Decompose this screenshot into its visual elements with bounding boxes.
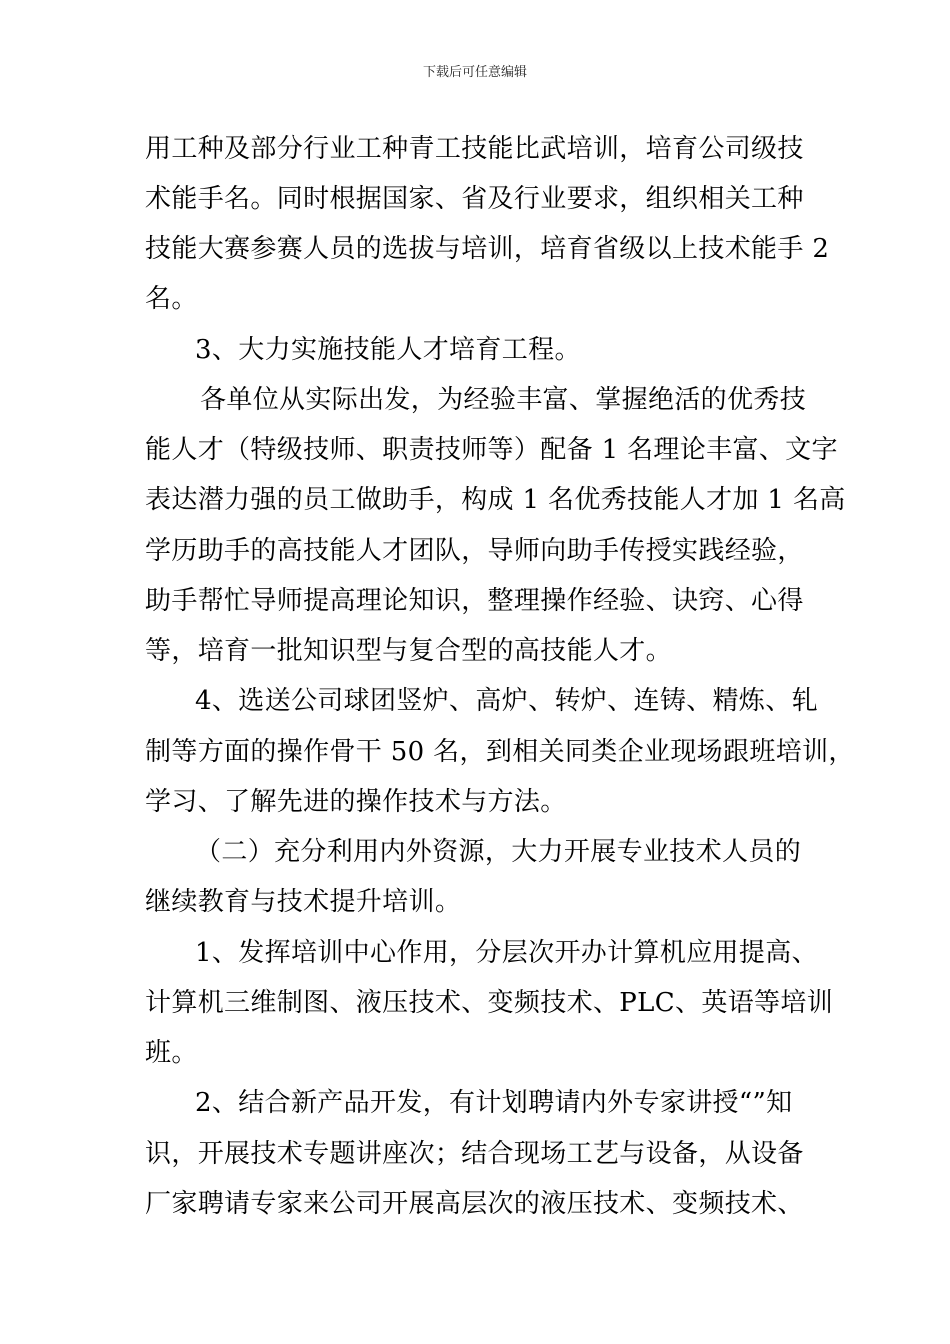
text-line: 各单位从实际出发，为经验丰富、掌握绝活的优秀技 xyxy=(200,385,807,415)
text-line: 表达潜力强的员工做助手，构成 1 名优秀技能人才加 1 名高 xyxy=(145,485,846,515)
text-line: 识，开展技术专题讲座次；结合现场工艺与设备，从设备 xyxy=(145,1139,804,1169)
text-line: 2、结合新产品开发，有计划聘请内外专家讲授“”知 xyxy=(195,1088,793,1118)
text-line: 等，培育一批知识型与复合型的高技能人才。 xyxy=(145,636,673,666)
text-line: 学习、了解先进的操作技术与方法。 xyxy=(145,787,567,817)
text-line: 术能手名。同时根据国家、省及行业要求，组织相关工种 xyxy=(145,184,804,214)
text-line: 3、大力实施技能人才培育工程。 xyxy=(195,335,581,365)
text-line: 助手帮忙导师提高理论知识，整理操作经验、诀窍、心得 xyxy=(145,586,804,616)
text-line: 厂家聘请专家来公司开展高层次的液压技术、变频技术、 xyxy=(145,1189,804,1219)
text-line: 1、发挥培训中心作用，分层次开办计算机应用提高、 xyxy=(195,938,818,968)
text-line: 继续教育与技术提升培训。 xyxy=(145,887,462,917)
text-line: 制等方面的操作骨干 50 名，到相关同类企业现场跟班培训， xyxy=(145,737,855,767)
page-header: 下载后可任意编辑 xyxy=(422,65,527,80)
text-line: 能人才（特级技师、职责技师等）配备 1 名理论丰富、文字 xyxy=(145,435,838,465)
text-line: 学历助手的高技能人才团队，导师向助手传授实践经验， xyxy=(145,536,804,566)
text-line: （二）充分利用内外资源，大力开展专业技术人员的 xyxy=(195,837,802,867)
text-line: 用工种及部分行业工种青工技能比武培训，培育公司级技 xyxy=(145,134,804,164)
text-line: 技能大赛参赛人员的选拔与培训，培育省级以上技术能手 2 xyxy=(145,234,830,264)
text-line: 名。 xyxy=(145,284,198,314)
text-line: 计算机三维制图、液压技术、变频技术、PLC、英语等培训 xyxy=(145,988,834,1018)
text-line: 班。 xyxy=(145,1038,198,1068)
text-line: 4、选送公司球团竖炉、高炉、转炉、连铸、精炼、轧 xyxy=(195,686,818,716)
